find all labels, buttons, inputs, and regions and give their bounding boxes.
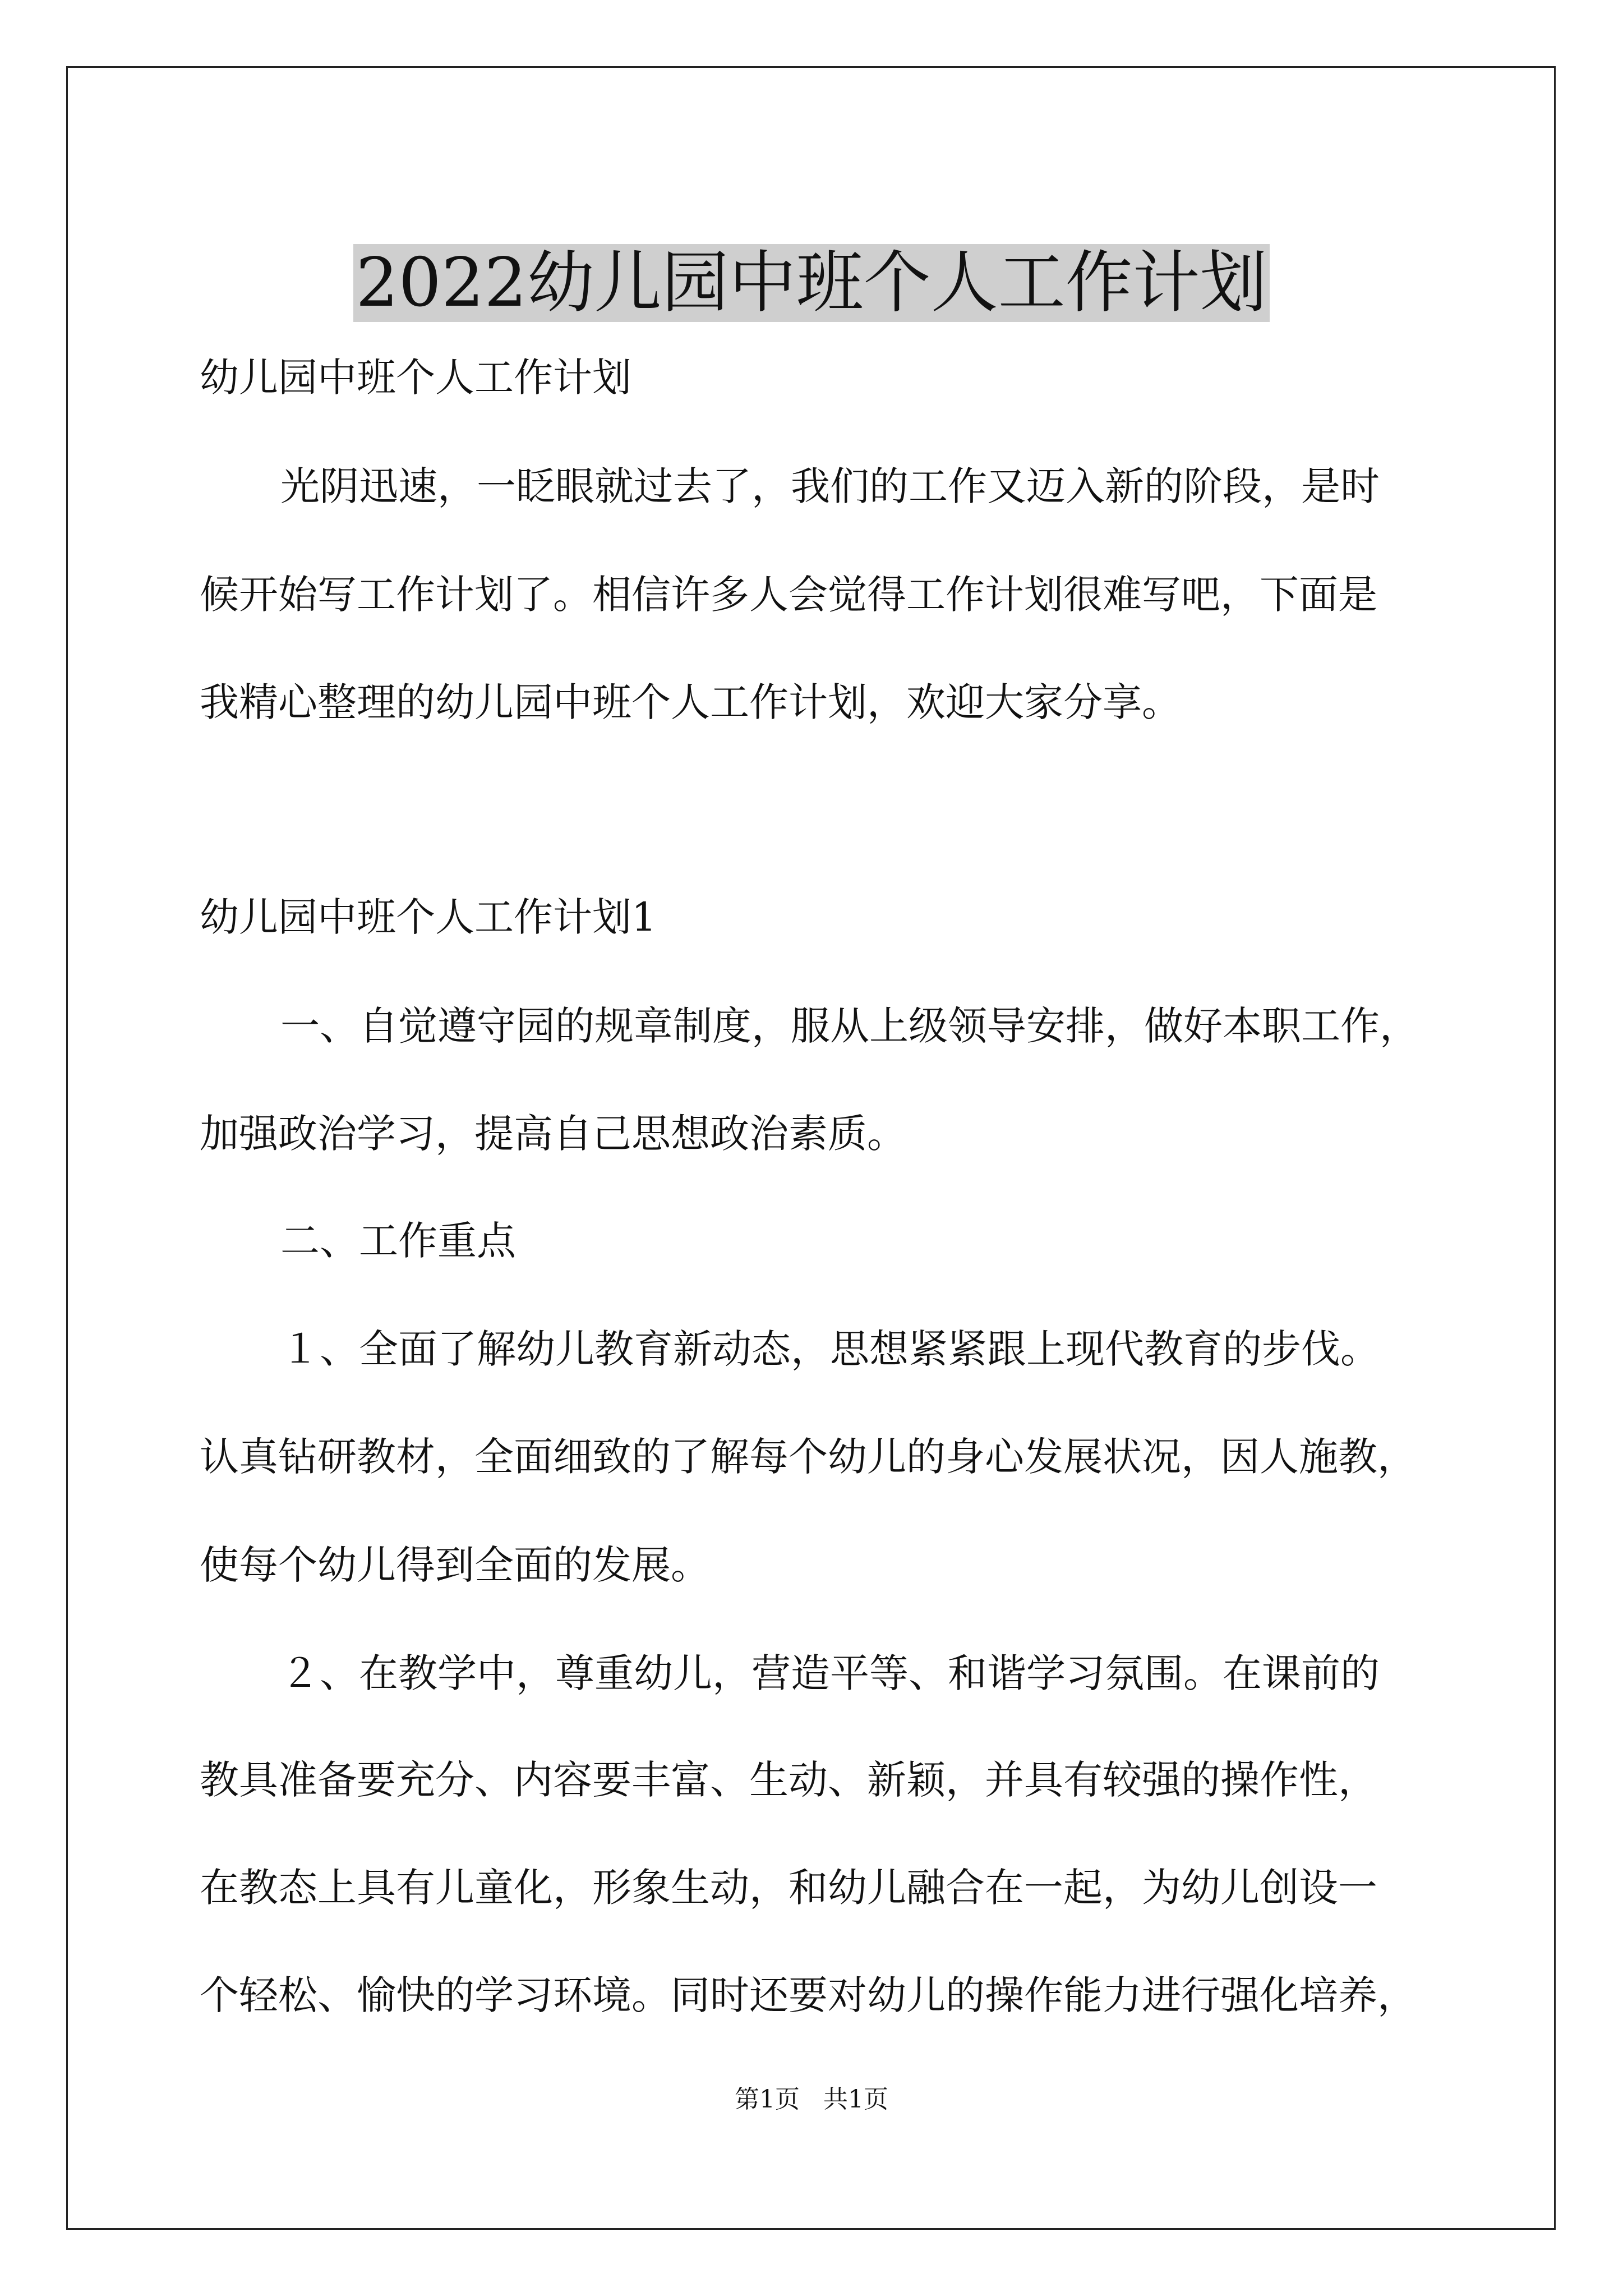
body-line: 教具准备要充分、内容要丰富、生动、新颖，并具有较强的操作性， [200,1757,1377,1803]
body-line: １、全面了解幼儿教育新动态，思想紧紧跟上现代教育的步伐。 [280,1326,1380,1372]
body-line: 认真钻研教材，全面细致的了解每个幼儿的身心发展状况，因人施教， [200,1434,1417,1480]
body-line: 加强政治学习，提高自己思想政治素质。 [200,1111,906,1157]
document-title [0,241,1623,325]
body-line: 个轻松、愉快的学习环境。同时还要对幼儿的操作能力进行强化培养， [200,1972,1417,2018]
body-line: 使每个幼儿得到全面的发展。 [200,1542,710,1588]
body-line: 幼儿园中班个人工作计划1 [200,894,657,940]
body-line: 在教态上具有儿童化，形象生动，和幼儿融合在一起，为幼儿创设一 [200,1865,1377,1911]
body-line: 候开始写工作计划了。相信许多人会觉得工作计划很难写吧，下面是 [200,572,1377,618]
body-line: 一、自觉遵守园的规章制度，服从上级领导安排，做好本职工作， [280,1003,1419,1049]
document-title-text: 2022幼儿园中班个人工作计划 [353,244,1269,322]
body-line: 幼儿园中班个人工作计划 [200,355,631,401]
body-line: 光阴迅速，一眨眼就过去了，我们的工作又迈入新的阶段，是时 [280,463,1380,509]
body-line: ２、在教学中，尊重幼儿，营造平等、和谐学习氛围。在课前的 [280,1650,1380,1696]
page-footer: 第1页 共1页 [735,2085,888,2114]
body-line: 二、工作重点 [280,1218,516,1264]
body-line: 我精心整理的幼儿园中班个人工作计划，欢迎大家分享。 [200,679,1181,725]
